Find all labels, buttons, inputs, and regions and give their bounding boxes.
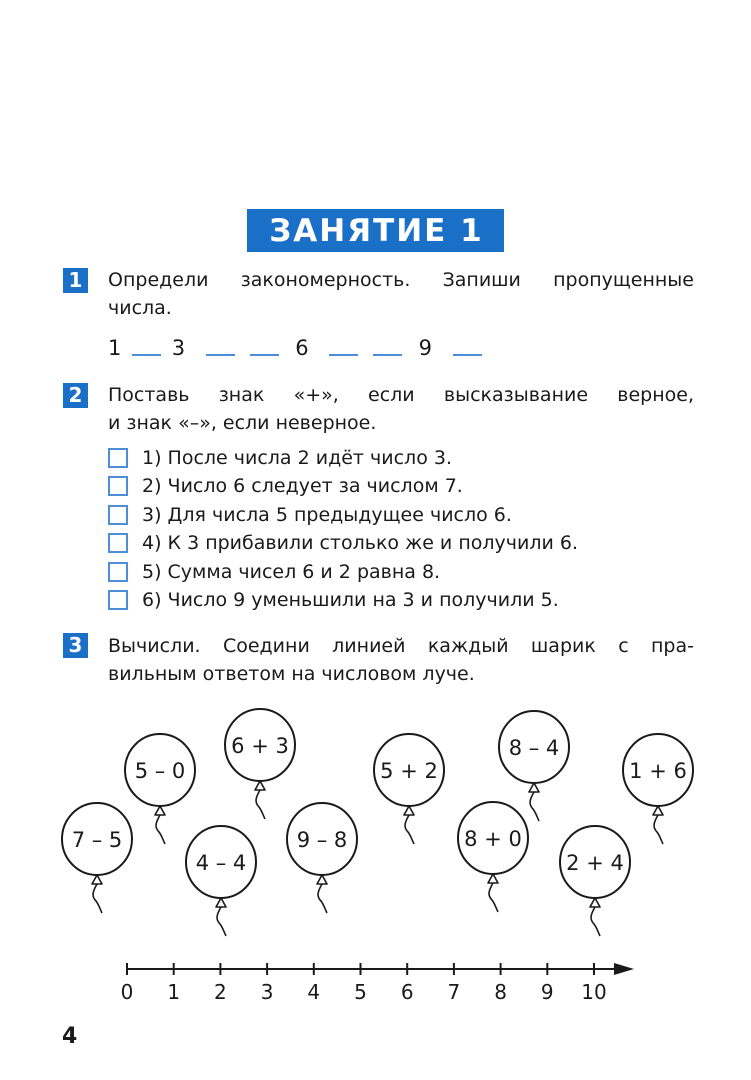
- statement-text: 4) К 3 прибавили столько же и получили 6.: [142, 532, 578, 555]
- number-line-label: 0: [120, 980, 134, 1004]
- statement-text: 1) После числа 2 идёт число 3.: [142, 447, 452, 469]
- task-text-line: вильным ответом на числовом луче.: [108, 663, 475, 685]
- balloon-knot: [255, 781, 265, 790]
- balloon-string: [256, 790, 265, 819]
- balloon-expression: 1 + 6: [629, 759, 687, 783]
- number-line-label: 8: [494, 980, 507, 1004]
- balloon-string: [591, 907, 600, 936]
- task-number: 2: [63, 383, 88, 408]
- balloon[interactable]: [287, 803, 357, 913]
- number-line: [121, 963, 634, 1004]
- balloon-expression: 5 – 0: [134, 759, 186, 783]
- page-number: 4: [62, 1024, 78, 1049]
- balloon[interactable]: [125, 734, 195, 844]
- balloon-knot: [529, 783, 539, 792]
- statement-text: 5) Сумма чисел 6 и 2 равна 8.: [142, 560, 441, 583]
- task-text-line: и знак «–», если неверное.: [108, 412, 377, 434]
- balloon-expression: 6 + 3: [231, 734, 289, 758]
- balloon-knot: [488, 874, 498, 883]
- number-line-label: 10: [581, 980, 607, 1004]
- balloon-expression: 7 – 5: [71, 828, 123, 852]
- balloon-string: [156, 815, 165, 844]
- balloon-knot: [404, 806, 414, 815]
- lesson-title: ЗАНЯТИЕ 1: [247, 209, 503, 252]
- balloon[interactable]: [560, 826, 630, 936]
- balloon[interactable]: [225, 709, 295, 819]
- balloon-knot: [653, 806, 663, 815]
- balloon-knot: [216, 898, 226, 907]
- balloon-knot: [155, 806, 165, 815]
- balloon-string: [318, 884, 327, 913]
- task-text-line: Поставь знак «+», если высказывание верное,: [108, 384, 694, 406]
- number-line-label: 2: [214, 980, 227, 1004]
- statement-text: 2) Число 6 следует за числом 7.: [142, 475, 463, 498]
- balloon-string: [489, 883, 498, 912]
- sequence-number: 1: [108, 336, 122, 360]
- balloon[interactable]: [374, 734, 444, 844]
- number-line-label: 9: [540, 980, 554, 1004]
- balloon[interactable]: [623, 734, 693, 844]
- number-line-label: 3: [260, 980, 274, 1004]
- balloon-string: [654, 815, 663, 844]
- number-line-label: 6: [400, 980, 414, 1004]
- balloon-string: [405, 815, 414, 844]
- statement-text: 3) Для числа 5 предыдущее число 6.: [142, 503, 512, 526]
- balloon-string: [217, 907, 226, 936]
- number-line-label: 7: [447, 980, 461, 1004]
- balloon-expression: 8 – 4: [508, 736, 560, 760]
- task-text-line: Вычисли. Соедини линией каждый шарик с пра-: [108, 635, 694, 657]
- task-number: 1: [63, 268, 88, 293]
- balloon-expression: 4 – 4: [195, 851, 247, 875]
- sequence-number: 6: [295, 336, 309, 360]
- balloon-expression: 8 + 0: [464, 827, 522, 851]
- number-line-label: 1: [167, 980, 181, 1004]
- statement-text: 6) Число 9 уменьшили на 3 и получили 5.: [142, 588, 559, 611]
- number-line-label: 4: [307, 980, 321, 1004]
- balloon-string: [530, 792, 539, 821]
- balloon[interactable]: [186, 826, 256, 936]
- balloon[interactable]: [499, 711, 569, 821]
- balloon[interactable]: [62, 803, 132, 913]
- balloon-expression: 5 + 2: [380, 759, 438, 783]
- sequence-number: 9: [418, 336, 432, 360]
- balloon-string: [93, 884, 102, 913]
- number-line-arrow: [614, 963, 634, 975]
- task-text-line: числа.: [108, 297, 172, 319]
- task-text-line: Определи закономерность. Запиши пропущенные: [108, 269, 694, 291]
- number-line-label: 5: [354, 980, 367, 1004]
- task-number: 3: [63, 633, 88, 658]
- sequence-number: 3: [171, 336, 186, 360]
- balloon-knot: [590, 898, 600, 907]
- balloon[interactable]: [458, 802, 528, 912]
- balloon-expression: 2 + 4: [566, 851, 624, 875]
- balloon-knot: [92, 875, 102, 884]
- balloon-expression: 9 – 8: [296, 828, 348, 852]
- balloon-knot: [317, 875, 327, 884]
